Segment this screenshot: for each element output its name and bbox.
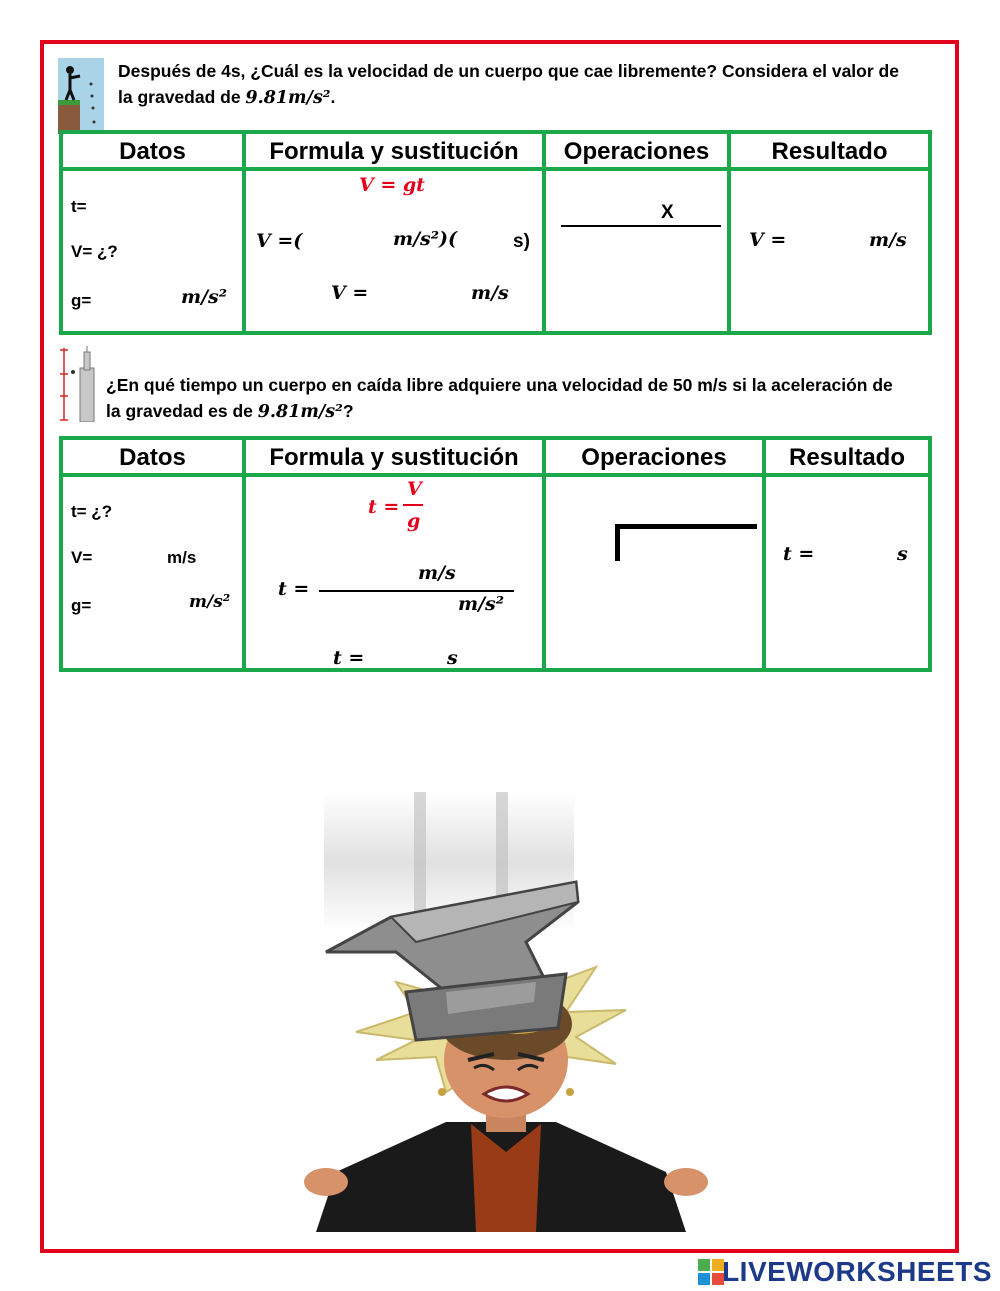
header-resultado-2: Resultado: [788, 444, 905, 471]
dato2-v: V=: [71, 548, 93, 567]
formula-t: t =: [368, 496, 400, 518]
resultado-formula2-unit: s: [447, 647, 458, 669]
operacion-x: X: [661, 202, 674, 223]
gravity-value-2: 9.81𝒎/𝒔²: [257, 402, 343, 422]
question-2: ¿En qué tiempo un cuerpo en caída libre adquiere una velocidad de 50 m/s si la aceleración de la gravedad es de 9.81𝒎/𝒔²?: [106, 375, 893, 422]
dato-t: t=: [71, 197, 87, 216]
header-datos: Datos: [119, 138, 186, 165]
table-2: [59, 436, 932, 672]
building-icon: [58, 346, 98, 422]
resultado-formula2-t: t =: [333, 647, 365, 669]
dato2-g: g=: [71, 596, 92, 615]
header-operaciones-2: Operaciones: [581, 444, 727, 471]
header-resultado: Resultado: [771, 138, 888, 165]
formula-num: V: [407, 478, 422, 500]
header-formula: Formula y sustitución: [269, 138, 519, 165]
table-1: [59, 130, 932, 335]
resultado-formula-v: V =: [331, 282, 369, 304]
resultado-v: V =: [749, 229, 787, 251]
resultado-formula-unit: m/s: [471, 282, 509, 304]
resultado2-t: t =: [783, 543, 815, 565]
division-bracket: [615, 524, 757, 561]
formula-den: g: [407, 510, 421, 532]
sustitucion2-t: t =: [278, 578, 310, 600]
sustitucion-s: s): [513, 231, 530, 252]
dato2-v-unit: m/s: [167, 548, 197, 567]
header-operaciones: Operaciones: [563, 138, 710, 165]
brand-logo: LIVEWORKSHEETS: [722, 1256, 992, 1287]
resultado-unit: m/s: [869, 229, 907, 251]
dato2-t: t= ¿?: [71, 502, 113, 521]
cliff-icon: [58, 58, 104, 134]
sustitucion2-den: m/s²: [458, 593, 505, 615]
header-formula-2: Formula y sustitución: [269, 444, 519, 471]
dato-g-unit: m/s²: [181, 286, 228, 308]
sustitucion-v: V =(: [256, 230, 303, 252]
formula-v-gt: V = gt: [359, 174, 425, 196]
sustitucion-unit: m/s²)(: [393, 228, 458, 250]
sustitucion2-fraction-bar: [319, 590, 514, 592]
formula-fraction-bar: [403, 504, 423, 506]
question-1: Después de 4s, ¿Cuál es la velocidad de un cuerpo que cae libremente? Considera el valor de la gravedad de 9.81𝒎/𝒔².: [118, 61, 899, 108]
dato-g: g=: [71, 291, 92, 310]
multiplication-line: [561, 225, 721, 227]
sustitucion2-num: m/s: [418, 562, 456, 584]
header-datos-2: Datos: [119, 444, 186, 471]
dato-v: V= ¿?: [71, 242, 118, 261]
liveworksheets-logo-icon: [698, 1259, 724, 1285]
resultado2-unit: s: [897, 543, 908, 565]
gravity-value: 9.81𝒎/𝒔²: [245, 88, 331, 108]
anvil-cartoon: [296, 792, 716, 1232]
dato2-g-unit: m/s²: [189, 592, 231, 612]
